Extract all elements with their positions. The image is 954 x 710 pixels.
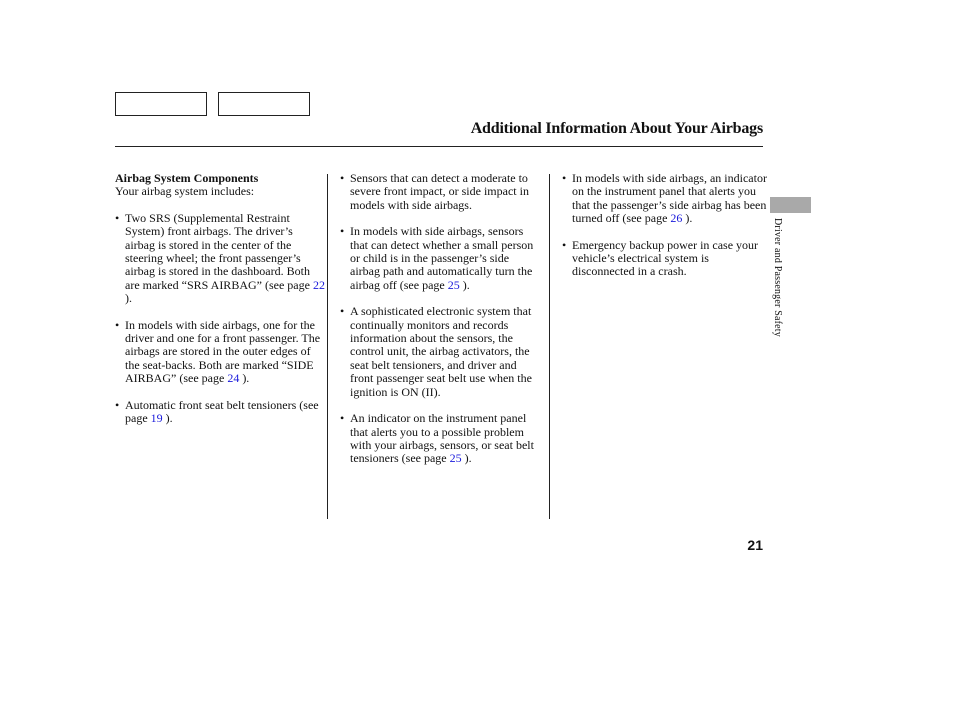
item-text: Automatic front seat belt tensioners (see page (125, 397, 319, 426)
list-item (115, 319, 325, 386)
item-text-end: ). (239, 371, 250, 386)
list-item (340, 305, 540, 398)
page-link[interactable]: 22 (312, 277, 325, 292)
section-heading: Airbag System Components (115, 171, 259, 185)
page-number: 21 (747, 537, 763, 553)
section-intro: Your airbag system includes: (115, 184, 255, 199)
item-text-end: ). (461, 451, 472, 466)
item-text-end: ). (162, 411, 173, 426)
column-2 (340, 172, 540, 466)
list-item (340, 172, 540, 212)
component-list (562, 172, 772, 279)
column-3 (562, 172, 772, 279)
nav-button-back[interactable] (115, 92, 207, 116)
title-rule (115, 146, 763, 147)
component-list (115, 212, 325, 426)
list-item (340, 225, 540, 292)
bullet-icon: • (562, 171, 567, 185)
column-divider (549, 174, 550, 519)
page-link[interactable]: 25 (449, 451, 462, 466)
item-text: In models with side airbags, sensors that can detect whether a small person or child is in the passenger’s side airbag path and automatically turn the airbag off (see page (350, 224, 534, 292)
item-text-end: ). (682, 211, 693, 226)
nav-button-contents[interactable] (218, 92, 310, 116)
list-item (562, 172, 772, 225)
page-link[interactable]: 26 (670, 211, 683, 226)
column-1 (115, 172, 325, 426)
item-text: Two SRS (Supplemental Restraint System) front airbags. The driver’s airbag is stored in the center of the steering wheel; the front passenger’s airbag is stored in the dashboard. Both are marked “SRS AIRBAG” (see page (125, 211, 313, 292)
item-text: Sensors that can detect a moderate to severe front impact, or side impact in models with side airbags. (350, 171, 529, 212)
bullet-icon: • (340, 304, 345, 319)
list-item (562, 239, 772, 279)
item-text-end: ). (125, 291, 132, 306)
section-tab-label: Driver and Passenger Safety (772, 218, 783, 337)
page-link[interactable]: 25 (447, 277, 460, 292)
item-text: Emergency backup power in case your vehicle’s electrical system is disconnected in a crash. (572, 237, 759, 279)
item-text: In models with side airbags, one for the driver and one for a front passenger. The airbags are stored in the outer edges of the seat-backs. Both are marked “SIDE AIRBAG” (see page (125, 317, 321, 386)
item-text: In models with side airbags, an indicator on the instrument panel that alerts you that the passenger’s side airbag has been turned off (see page (572, 171, 767, 226)
bullet-icon: • (115, 397, 120, 412)
page-title: Additional Information About Your Airbags (470, 120, 763, 137)
list-item (115, 399, 325, 426)
list-item (115, 212, 325, 305)
item-text: An indicator on the instrument panel that alerts you to a possible problem with your airbags, sensors, or seat belt tensioners (see page (350, 411, 534, 466)
page-link[interactable]: 24 (227, 371, 240, 386)
section-tab[interactable] (770, 197, 811, 213)
bullet-icon: • (340, 171, 345, 185)
bullet-icon: • (340, 224, 345, 239)
bullet-icon: • (562, 237, 567, 252)
item-text: A sophisticated electronic system that continually monitors and records information about the sensors, the control unit, the airbag activators, the seat belt tensioners, and driver and front passenger seat belt use when the ignition is ON (II). (350, 304, 532, 399)
list-item (340, 412, 540, 465)
bullet-icon: • (340, 411, 345, 426)
component-list (340, 172, 540, 466)
bullet-icon: • (115, 317, 120, 332)
item-text-end: ). (459, 277, 470, 292)
column-divider (327, 174, 328, 519)
bullet-icon: • (115, 211, 120, 226)
page-link[interactable]: 19 (150, 411, 163, 426)
